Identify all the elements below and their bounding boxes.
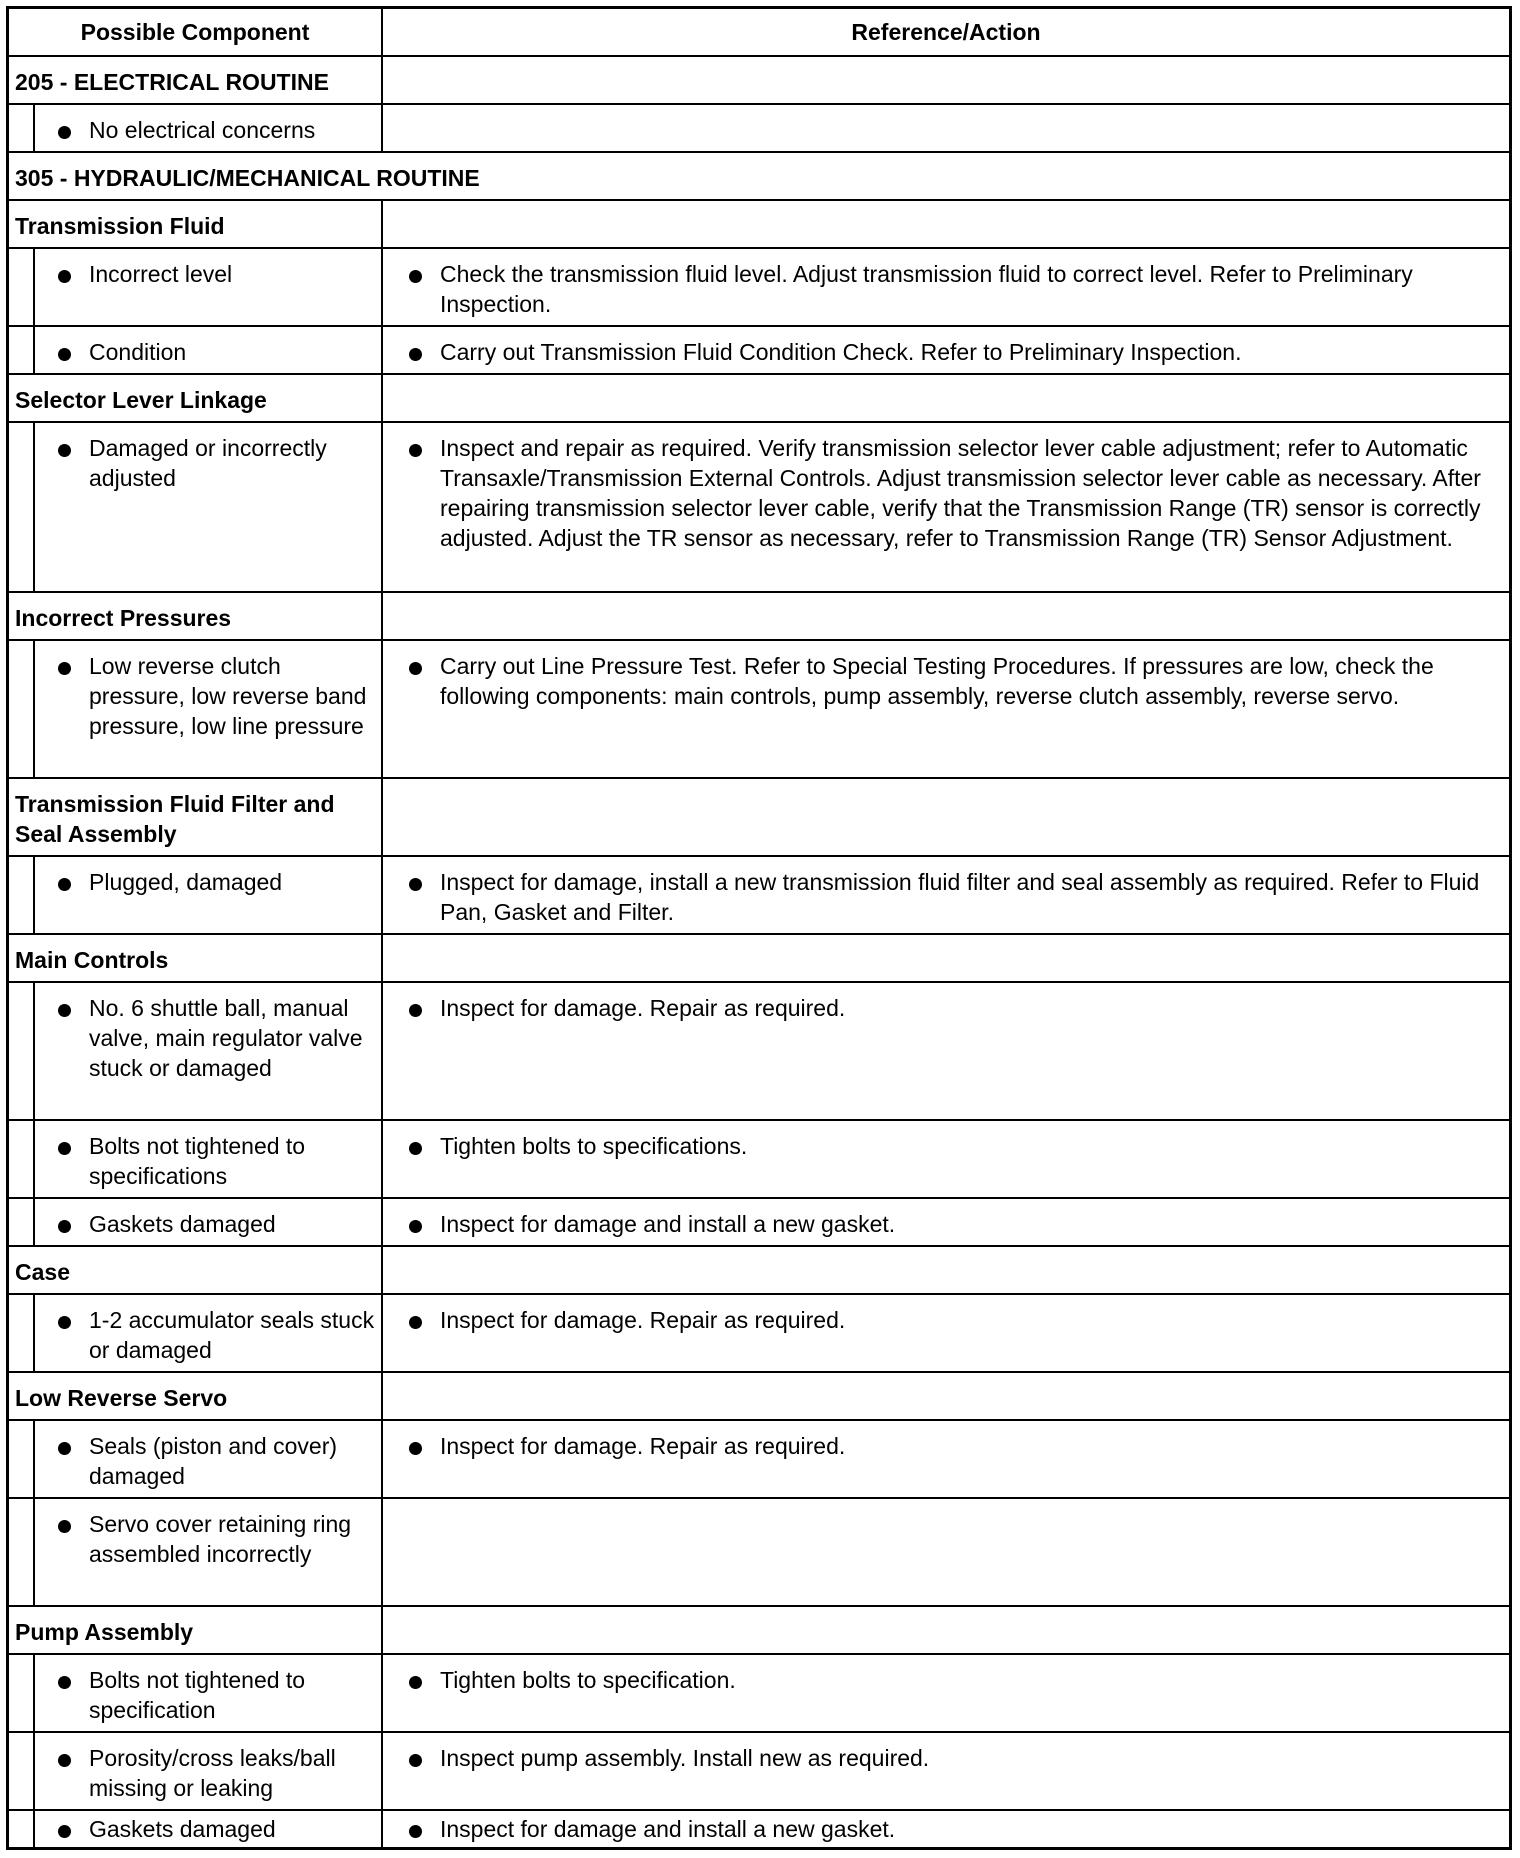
section-row	[9, 935, 1509, 983]
bullet-icon	[58, 1825, 71, 1838]
section-row	[9, 593, 1509, 641]
component-text: Bolts not tightened to specification	[89, 1667, 306, 1723]
component-text: Gaskets damaged	[89, 1211, 276, 1237]
table-row	[9, 1733, 1509, 1811]
component-text: 1-2 accumulator seals stuck or damaged	[89, 1307, 375, 1363]
action-text: Inspect for damage. Repair as required.	[440, 1433, 846, 1459]
component-text: No electrical concerns	[89, 117, 316, 143]
table-row	[9, 249, 1509, 327]
bullet-icon	[58, 878, 71, 891]
bullet-icon	[409, 1004, 422, 1017]
section-title: Selector Lever Linkage	[15, 387, 267, 413]
section-row	[9, 1247, 1509, 1295]
bullet-icon	[409, 270, 422, 283]
table-row	[9, 1499, 1509, 1607]
bullet-icon	[58, 126, 71, 139]
section-row	[9, 201, 1509, 249]
action-text: Inspect pump assembly. Install new as required.	[440, 1745, 930, 1771]
section-title: Transmission Fluid Filter and Seal Assembly	[15, 791, 335, 847]
table-row	[9, 423, 1509, 593]
component-text: Seals (piston and cover) damaged	[89, 1433, 338, 1489]
component-text: Low reverse clutch pressure, low reverse band pressure, low line pressure	[89, 653, 367, 739]
table-row	[9, 983, 1509, 1121]
section-row	[9, 153, 1509, 201]
action-text: Carry out Line Pressure Test. Refer to Special Testing Procedures. If pressures are low, check the following components: main controls, pump assembly, reverse clutch assembly, reverse servo.	[440, 653, 1434, 709]
section-title: Pump Assembly	[15, 1619, 194, 1645]
bullet-icon	[409, 1754, 422, 1767]
component-text: Servo cover retaining ring assembled incorrectly	[89, 1511, 352, 1567]
table-row	[9, 641, 1509, 779]
table-row	[9, 1121, 1509, 1199]
bullet-icon	[58, 662, 71, 675]
bullet-icon	[58, 1004, 71, 1017]
component-text: Plugged, damaged	[89, 869, 283, 895]
bullet-icon	[58, 1520, 71, 1533]
column-header-component: Possible Component	[80, 19, 310, 45]
section-row	[9, 1373, 1509, 1421]
component-text: Incorrect level	[89, 261, 233, 287]
component-text: Porosity/cross leaks/ball missing or leaking	[89, 1745, 336, 1801]
bullet-icon	[409, 1220, 422, 1233]
bullet-icon	[58, 1442, 71, 1455]
action-text: Inspect for damage. Repair as required.	[440, 1307, 846, 1333]
bullet-icon	[58, 1754, 71, 1767]
bullet-icon	[58, 444, 71, 457]
component-text: No. 6 shuttle ball, manual valve, main regulator valve stuck or damaged	[89, 995, 363, 1081]
bullet-icon	[58, 1220, 71, 1233]
action-text: Inspect for damage and install a new gasket.	[440, 1816, 896, 1842]
action-text: Tighten bolts to specification.	[440, 1667, 736, 1693]
bullet-icon	[409, 1316, 422, 1329]
section-title: 205 - ELECTRICAL ROUTINE	[15, 69, 329, 95]
table-row	[9, 1811, 1509, 1847]
table-row	[9, 1421, 1509, 1499]
action-text: Inspect for damage. Repair as required.	[440, 995, 846, 1021]
section-row	[9, 57, 1509, 105]
table-row	[9, 1199, 1509, 1247]
section-row	[9, 779, 1509, 857]
troubleshooting-table	[6, 6, 1512, 1850]
section-row	[9, 375, 1509, 423]
section-title: 305 - HYDRAULIC/MECHANICAL ROUTINE	[15, 165, 480, 191]
bullet-icon	[58, 1142, 71, 1155]
bullet-icon	[58, 1316, 71, 1329]
component-text: Gaskets damaged	[89, 1816, 276, 1842]
bullet-icon	[409, 444, 422, 457]
table-row	[9, 1655, 1509, 1733]
bullet-icon	[409, 348, 422, 361]
column-header-action: Reference/Action	[851, 19, 1041, 45]
table-row	[9, 1295, 1509, 1373]
table-row	[9, 105, 1509, 153]
bullet-icon	[409, 1142, 422, 1155]
bullet-icon	[409, 1442, 422, 1455]
section-title: Case	[15, 1259, 70, 1285]
table-header-row	[9, 9, 1509, 57]
action-text: Inspect and repair as required. Verify transmission selector lever cable adjustment; refer to Automatic Transaxle/Transmission External Controls. Adjust transmission selector lever cable as necessary. After repairing transmission selector lever cable, verify that the Transmission Range (TR) sensor is correctly adjusted. Adjust the TR sensor as necessary, refer to Transmission Range (TR) Sensor Adjustment.	[440, 435, 1481, 551]
action-text: Check the transmission fluid level. Adjust transmission fluid to correct level. Refer to Preliminary Inspection.	[440, 261, 1413, 317]
table-row	[9, 327, 1509, 375]
component-text: Bolts not tightened to specifications	[89, 1133, 306, 1189]
section-title: Transmission Fluid	[15, 213, 225, 239]
section-row	[9, 1607, 1509, 1655]
bullet-icon	[409, 662, 422, 675]
table-row	[9, 857, 1509, 935]
bullet-icon	[58, 1676, 71, 1689]
bullet-icon	[409, 1676, 422, 1689]
component-text: Damaged or incorrectly adjusted	[89, 435, 327, 491]
bullet-icon	[58, 348, 71, 361]
section-title: Main Controls	[15, 947, 169, 973]
action-text: Tighten bolts to specifications.	[440, 1133, 748, 1159]
section-title: Incorrect Pressures	[15, 605, 232, 631]
component-text: Condition	[89, 339, 187, 365]
bullet-icon	[58, 270, 71, 283]
bullet-icon	[409, 1825, 422, 1838]
action-text: Inspect for damage and install a new gasket.	[440, 1211, 896, 1237]
bullet-icon	[409, 878, 422, 891]
action-text: Inspect for damage, install a new transmission fluid filter and seal assembly as required. Refer to Fluid Pan, Gasket and Filter.	[440, 869, 1480, 925]
action-text: Carry out Transmission Fluid Condition Check. Refer to Preliminary Inspection.	[440, 339, 1242, 365]
section-title: Low Reverse Servo	[15, 1385, 228, 1411]
